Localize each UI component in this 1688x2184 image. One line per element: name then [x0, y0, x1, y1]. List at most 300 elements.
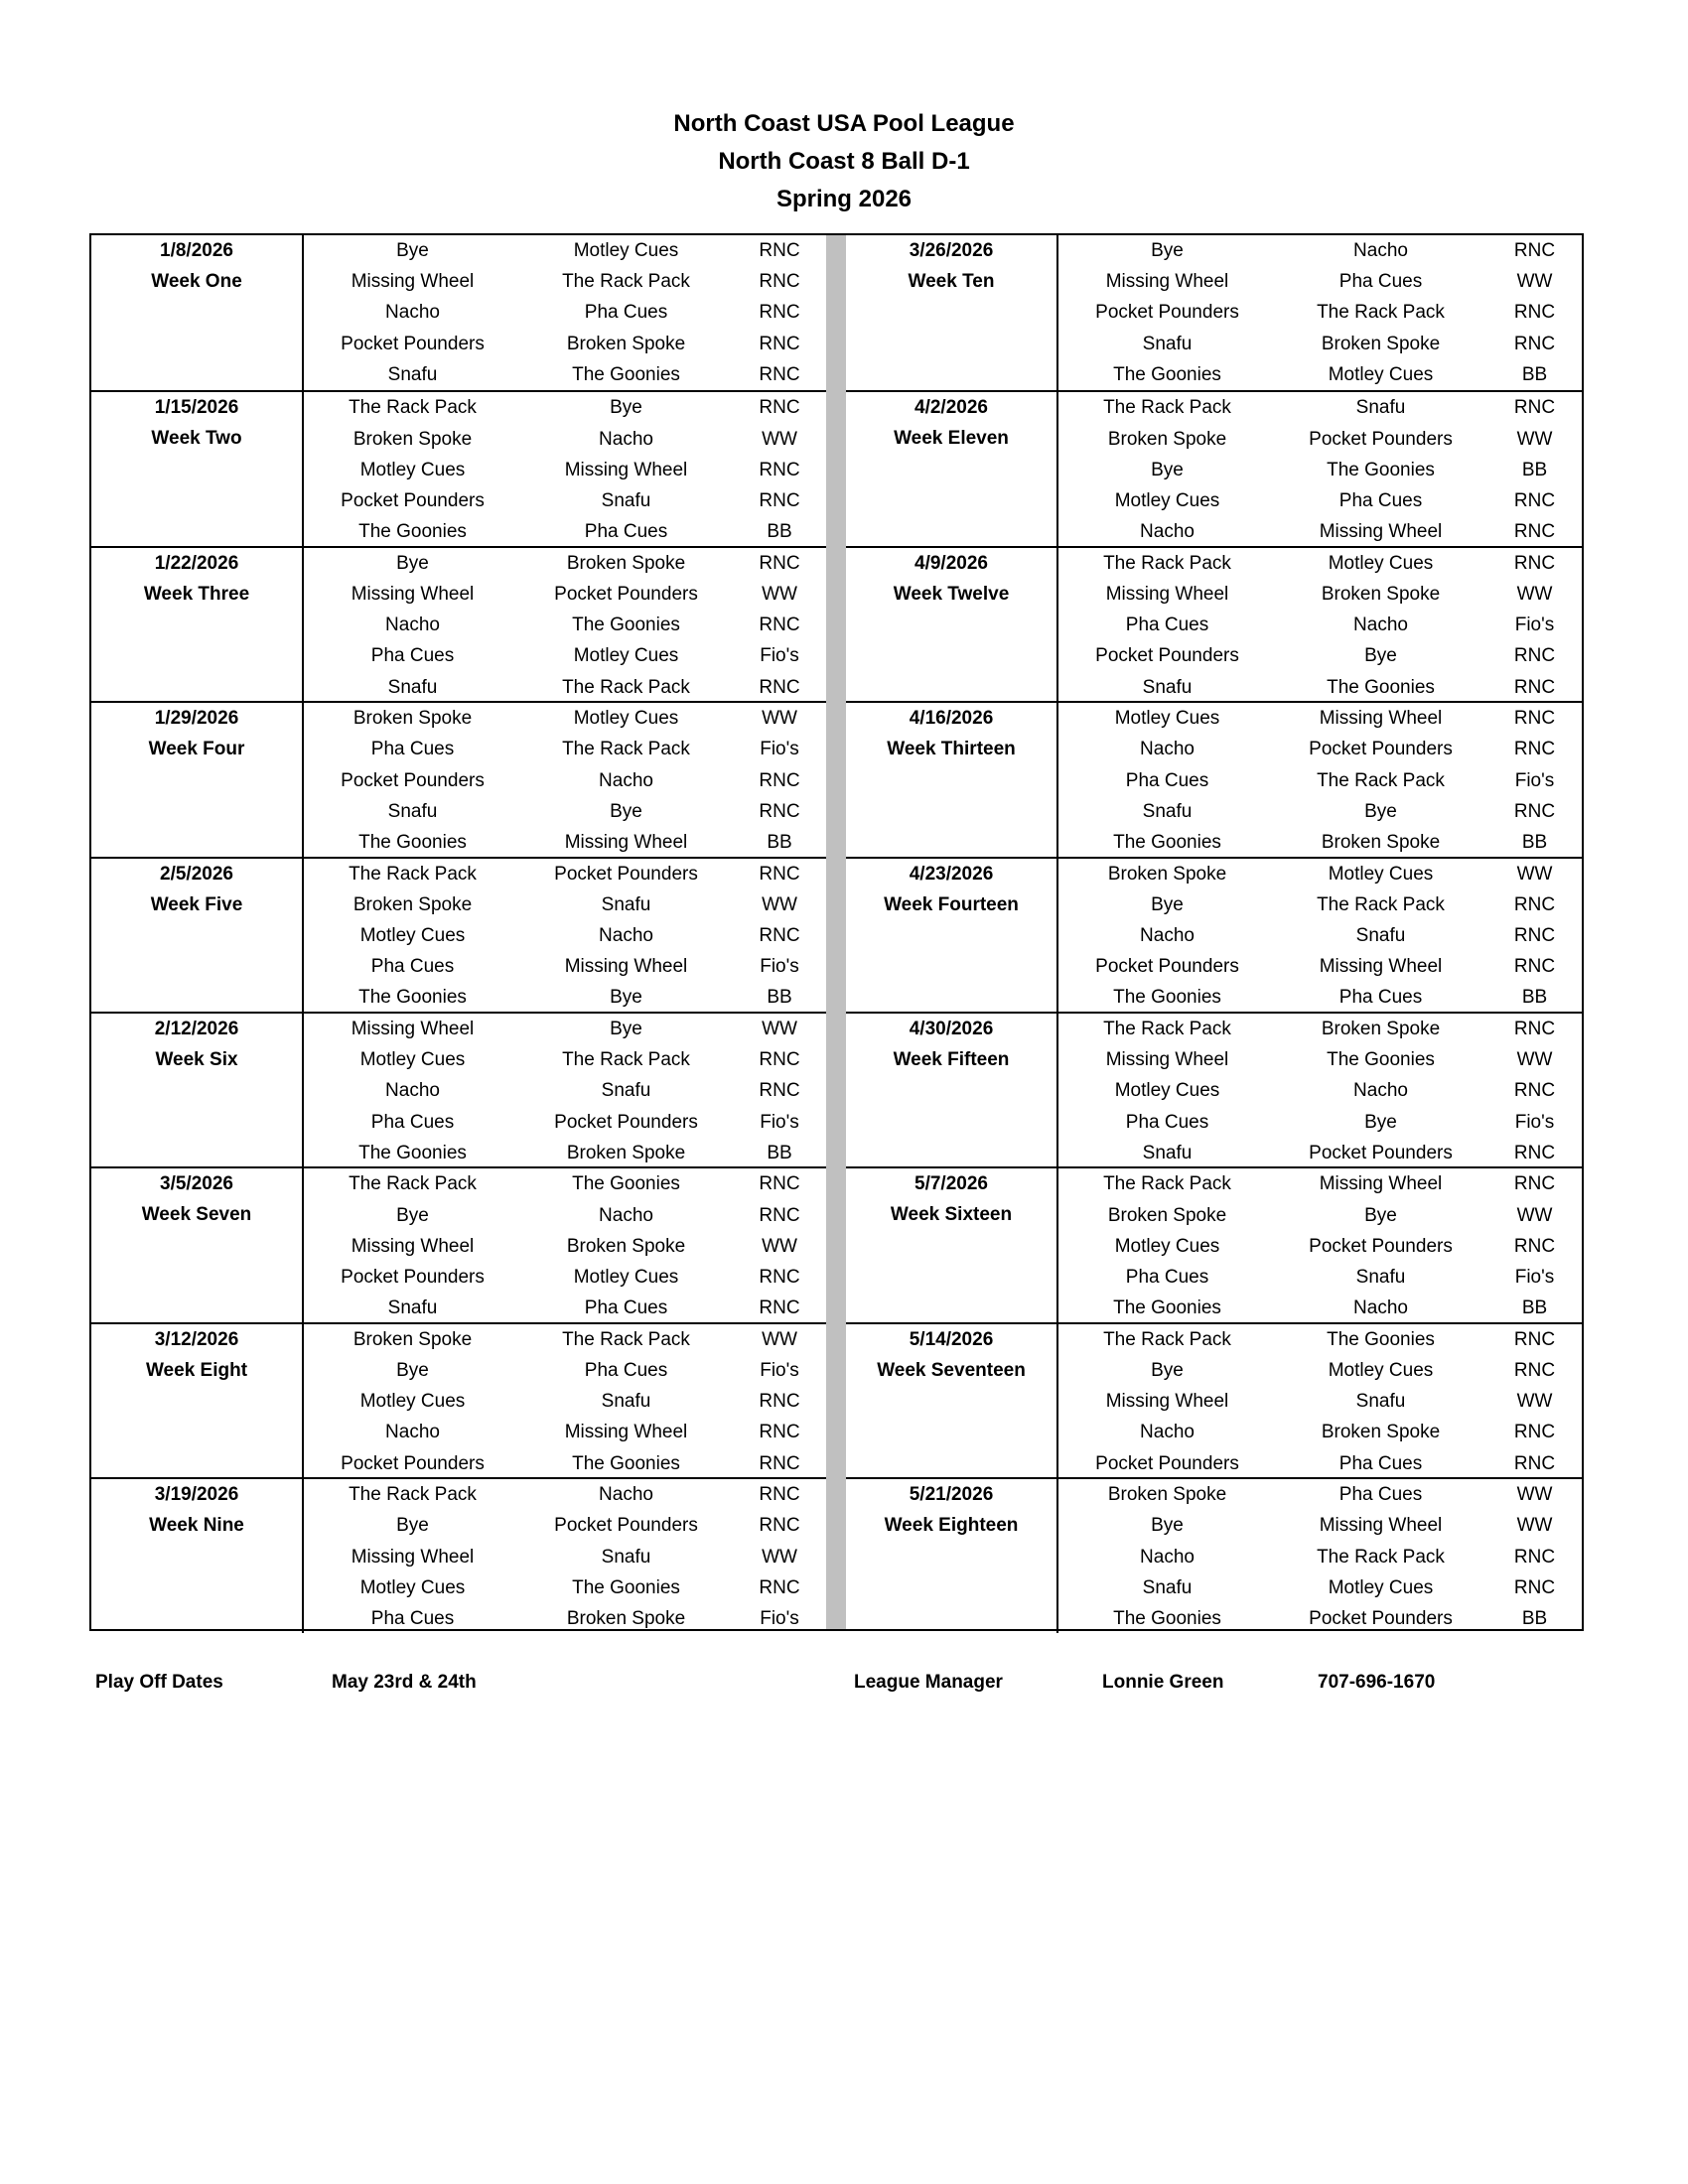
away-team: Broken Spoke — [566, 1607, 686, 1629]
week-block — [91, 701, 826, 856]
week-date-cell — [846, 1324, 1058, 1477]
home-team: Pocket Pounders — [341, 489, 485, 511]
week-games — [306, 1324, 826, 1479]
week-block — [91, 1012, 826, 1166]
manager-phone: 707-696-1670 — [1318, 1672, 1436, 1693]
away-team: Broken Spoke — [566, 552, 686, 574]
week-block — [846, 546, 1582, 701]
week-block — [91, 1477, 826, 1632]
week-date-cell — [91, 1479, 304, 1632]
home-team: Nacho — [1140, 1422, 1195, 1443]
home-team: Bye — [1151, 1515, 1184, 1537]
match-row — [1060, 1448, 1582, 1479]
away-team: Bye — [610, 987, 642, 1009]
week-games — [306, 548, 826, 703]
away-team: Nacho — [1353, 240, 1408, 261]
match-row — [306, 1324, 826, 1355]
away-team: Snafu — [1355, 1266, 1406, 1288]
week-label: Week Thirteen — [887, 739, 1016, 760]
away-team: Pocket Pounders — [554, 583, 698, 605]
week-label: Week Two — [151, 428, 242, 450]
venue: BB — [1521, 831, 1548, 853]
week-block — [846, 1322, 1582, 1477]
away-team: Pocket Pounders — [1309, 1142, 1453, 1163]
away-team: Broken Spoke — [1321, 1019, 1441, 1039]
match-row — [1060, 951, 1582, 982]
away-team: Pha Cues — [1338, 1452, 1423, 1474]
home-team: Pha Cues — [1125, 1266, 1209, 1288]
home-team: Broken Spoke — [1107, 863, 1227, 885]
home-team: Nacho — [1140, 739, 1195, 760]
week-games — [306, 1168, 826, 1323]
match-row — [1060, 1231, 1582, 1262]
away-team: Motley Cues — [1328, 363, 1434, 385]
home-team: Nacho — [1140, 521, 1195, 543]
week-label: Week Fifteen — [893, 1049, 1010, 1070]
week-date-cell — [846, 1168, 1058, 1321]
match-row — [306, 796, 826, 827]
away-team: The Rack Pack — [1317, 302, 1445, 324]
footer — [0, 1668, 1688, 1698]
venue: Fio's — [760, 956, 799, 978]
match-row — [1060, 297, 1582, 328]
away-team: Missing Wheel — [1319, 956, 1443, 978]
venue: WW — [762, 708, 797, 730]
venue: RNC — [1513, 800, 1556, 822]
home-team: Motley Cues — [359, 924, 466, 946]
away-team: Motley Cues — [1328, 1359, 1434, 1381]
away-team: Bye — [1364, 800, 1397, 822]
match-row — [1060, 266, 1582, 297]
venue: WW — [1516, 1391, 1553, 1413]
league-title: North Coast USA Pool League — [673, 110, 1015, 137]
match-row — [1060, 1075, 1582, 1106]
home-team: Snafu — [1142, 333, 1193, 354]
week-games — [1060, 1168, 1582, 1323]
away-team: Missing Wheel — [1319, 1173, 1443, 1195]
venue: WW — [762, 1019, 797, 1039]
home-team: Bye — [396, 240, 429, 261]
away-team: Pha Cues — [584, 302, 668, 324]
week-label: Week Eighteen — [884, 1515, 1019, 1537]
away-team: The Rack Pack — [1317, 1546, 1445, 1568]
home-team: The Goonies — [358, 987, 467, 1009]
week-label: Week Eleven — [894, 428, 1009, 450]
away-team: Bye — [1364, 1204, 1397, 1226]
venue: BB — [767, 831, 792, 853]
match-row — [306, 640, 826, 671]
venue: Fio's — [760, 645, 799, 667]
venue: RNC — [1513, 240, 1556, 261]
match-row — [306, 1293, 826, 1323]
venue: WW — [1516, 1049, 1553, 1071]
home-team: Missing Wheel — [351, 1546, 475, 1568]
match-row — [1060, 1293, 1582, 1323]
venue: RNC — [1513, 1080, 1556, 1102]
week-date-cell — [91, 235, 304, 390]
week-date-cell — [846, 1014, 1058, 1166]
match-row — [1060, 235, 1582, 266]
home-team: Pocket Pounders — [341, 333, 485, 354]
playoff-dates: May 23rd & 24th — [332, 1672, 477, 1693]
venue: WW — [762, 428, 797, 450]
home-team: Nacho — [1140, 924, 1195, 946]
venue: RNC — [759, 459, 800, 480]
venue: BB — [1521, 1297, 1548, 1319]
match-row — [1060, 982, 1582, 1013]
week-date-cell — [91, 548, 304, 701]
away-team: Pocket Pounders — [1309, 1235, 1453, 1257]
column-divider — [826, 235, 846, 1629]
home-team: Nacho — [385, 1422, 440, 1443]
match-row — [306, 1044, 826, 1075]
week-games — [1060, 859, 1582, 1014]
away-team: Nacho — [1353, 1297, 1408, 1319]
home-team: The Goonies — [358, 521, 467, 543]
home-team: Bye — [1151, 1359, 1184, 1381]
home-team: Missing Wheel — [351, 1235, 475, 1257]
away-team: The Rack Pack — [562, 1049, 690, 1071]
away-team: Motley Cues — [573, 645, 679, 667]
week-block — [91, 390, 826, 545]
home-team: Snafu — [387, 800, 438, 822]
match-row — [1060, 796, 1582, 827]
venue: BB — [1521, 459, 1548, 480]
week-label: Week Sixteen — [890, 1204, 1013, 1226]
week-label: Week Seventeen — [877, 1359, 1026, 1381]
week-games — [306, 859, 826, 1014]
week-label: Week Seven — [141, 1204, 252, 1226]
away-team: The Rack Pack — [562, 739, 690, 760]
match-row — [306, 859, 826, 889]
week-block — [846, 1477, 1582, 1632]
home-team: Motley Cues — [359, 1391, 466, 1413]
venue: RNC — [1513, 397, 1556, 419]
venue: RNC — [1513, 1359, 1556, 1381]
away-team: Snafu — [1355, 1391, 1406, 1413]
home-team: Missing Wheel — [1105, 271, 1229, 293]
venue: BB — [1521, 363, 1548, 385]
week-block — [846, 701, 1582, 856]
week-date: 1/22/2026 — [154, 552, 239, 574]
venue: RNC — [1513, 489, 1556, 511]
match-row — [306, 1355, 826, 1386]
venue: Fio's — [760, 1111, 799, 1133]
schedule-left-half — [91, 235, 826, 1629]
home-team: The Rack Pack — [349, 397, 477, 419]
away-team: Motley Cues — [1328, 1576, 1434, 1598]
venue: RNC — [759, 1422, 800, 1443]
venue: BB — [767, 1142, 792, 1163]
week-label: Week Three — [143, 583, 250, 605]
week-date-cell — [91, 1168, 304, 1321]
home-team: Motley Cues — [1114, 708, 1220, 730]
venue: RNC — [1513, 521, 1556, 543]
match-row — [306, 1572, 826, 1603]
match-row — [306, 1107, 826, 1138]
venue: RNC — [1513, 645, 1556, 667]
venue: WW — [762, 583, 797, 605]
week-date-cell — [846, 392, 1058, 545]
week-date-cell — [846, 859, 1058, 1012]
match-row — [1060, 392, 1582, 423]
away-team: Snafu — [601, 1546, 651, 1568]
week-date: 1/8/2026 — [160, 240, 233, 261]
away-team: Snafu — [601, 489, 651, 511]
week-date: 5/14/2026 — [909, 1328, 994, 1350]
match-row — [306, 1448, 826, 1479]
home-team: Broken Spoke — [1107, 1484, 1227, 1506]
venue: BB — [767, 987, 792, 1009]
week-games — [306, 392, 826, 547]
venue: RNC — [759, 769, 800, 791]
home-team: Motley Cues — [359, 459, 466, 480]
match-row — [1060, 610, 1582, 640]
venue: WW — [762, 1235, 797, 1257]
match-row — [306, 1386, 826, 1417]
match-row — [306, 548, 826, 579]
week-date-cell — [91, 1324, 304, 1477]
home-team: The Rack Pack — [1103, 1173, 1231, 1195]
match-row — [306, 1262, 826, 1293]
match-row — [306, 359, 826, 390]
week-date: 2/12/2026 — [154, 1019, 239, 1039]
week-label: Week Nine — [149, 1515, 244, 1537]
venue: RNC — [1513, 1019, 1556, 1039]
match-row — [306, 1200, 826, 1231]
venue: WW — [762, 893, 797, 915]
match-row — [306, 266, 826, 297]
week-label: Week Five — [150, 893, 243, 915]
home-team: Snafu — [1142, 676, 1193, 698]
home-team: Snafu — [1142, 1142, 1193, 1163]
away-team: Broken Spoke — [566, 333, 686, 354]
home-team: The Rack Pack — [1103, 552, 1231, 574]
venue: RNC — [759, 800, 800, 822]
away-team: Pha Cues — [1338, 271, 1423, 293]
week-games — [1060, 1014, 1582, 1168]
home-team: The Rack Pack — [1103, 1019, 1231, 1039]
home-team: Missing Wheel — [1105, 1049, 1229, 1071]
home-team: Broken Spoke — [352, 1328, 473, 1350]
schedule-table — [89, 233, 1584, 1631]
venue: RNC — [1513, 924, 1556, 946]
away-team: Bye — [610, 800, 642, 822]
match-row — [1060, 1386, 1582, 1417]
away-team: Bye — [1364, 1111, 1397, 1133]
home-team: The Rack Pack — [349, 1484, 477, 1506]
away-team: Snafu — [601, 893, 651, 915]
week-date-cell — [846, 548, 1058, 701]
match-row — [306, 920, 826, 951]
away-team: Nacho — [599, 1484, 653, 1506]
match-row — [1060, 734, 1582, 764]
home-team: Bye — [1151, 240, 1184, 261]
away-team: Missing Wheel — [1319, 708, 1443, 730]
away-team: Pha Cues — [1338, 489, 1423, 511]
away-team: Motley Cues — [1328, 863, 1434, 885]
match-row — [1060, 1542, 1582, 1572]
home-team: Pha Cues — [370, 1607, 455, 1629]
match-row — [306, 672, 826, 703]
venue: RNC — [759, 302, 800, 324]
home-team: Pocket Pounders — [1095, 645, 1239, 667]
venue: RNC — [759, 1452, 800, 1474]
home-team: The Goonies — [358, 1142, 467, 1163]
venue: RNC — [759, 397, 800, 419]
home-team: Pocket Pounders — [341, 769, 485, 791]
match-row — [306, 1417, 826, 1447]
week-date: 2/5/2026 — [160, 863, 233, 885]
week-date: 3/26/2026 — [909, 240, 994, 261]
match-row — [306, 455, 826, 485]
manager-name: Lonnie Green — [1102, 1672, 1224, 1693]
week-label: Week Twelve — [893, 583, 1010, 605]
match-row — [1060, 1603, 1582, 1634]
home-team: Broken Spoke — [1107, 428, 1227, 450]
away-team: Snafu — [601, 1080, 651, 1102]
venue: RNC — [759, 1515, 800, 1537]
away-team: The Rack Pack — [562, 676, 690, 698]
match-row — [306, 579, 826, 610]
venue: RNC — [759, 1049, 800, 1071]
away-team: Broken Spoke — [566, 1142, 686, 1163]
venue: WW — [1516, 583, 1553, 605]
venue: Fio's — [1514, 614, 1555, 636]
venue: Fio's — [760, 739, 799, 760]
home-team: The Rack Pack — [1103, 397, 1231, 419]
venue: RNC — [759, 1297, 800, 1319]
away-team: Broken Spoke — [1321, 333, 1441, 354]
home-team: Pha Cues — [370, 1111, 455, 1133]
match-row — [1060, 1479, 1582, 1510]
match-row — [306, 516, 826, 547]
match-row — [306, 1603, 826, 1634]
match-row — [306, 982, 826, 1013]
week-date: 1/15/2026 — [154, 397, 239, 419]
match-row — [306, 297, 826, 328]
venue: WW — [1516, 1204, 1553, 1226]
home-team: The Goonies — [358, 831, 467, 853]
venue: RNC — [1513, 893, 1556, 915]
home-team: The Goonies — [1113, 1297, 1221, 1319]
venue: Fio's — [1514, 769, 1555, 791]
venue: Fio's — [1514, 1266, 1555, 1288]
home-team: Broken Spoke — [352, 708, 473, 730]
venue: RNC — [759, 1173, 800, 1195]
week-block — [91, 546, 826, 701]
week-block — [846, 1012, 1582, 1166]
match-row — [306, 1542, 826, 1572]
home-team: The Rack Pack — [349, 863, 477, 885]
away-team: The Goonies — [572, 614, 680, 636]
week-date-cell — [846, 703, 1058, 856]
venue: RNC — [1513, 552, 1556, 574]
venue: RNC — [1513, 1546, 1556, 1568]
match-row — [1060, 548, 1582, 579]
venue: WW — [762, 1328, 797, 1350]
match-row — [1060, 516, 1582, 547]
away-team: Motley Cues — [573, 1266, 679, 1288]
away-team: The Goonies — [1327, 1049, 1435, 1071]
home-team: Nacho — [385, 302, 440, 324]
venue: RNC — [759, 924, 800, 946]
away-team: Broken Spoke — [566, 1235, 686, 1257]
venue: RNC — [1513, 739, 1556, 760]
venue: RNC — [1513, 1422, 1556, 1443]
match-row — [1060, 329, 1582, 359]
match-row — [306, 329, 826, 359]
venue: RNC — [1513, 1235, 1556, 1257]
week-date-cell — [91, 392, 304, 545]
home-team: Bye — [396, 1204, 429, 1226]
match-row — [1060, 1014, 1582, 1044]
match-row — [1060, 1168, 1582, 1199]
home-team: Pocket Pounders — [1095, 1452, 1239, 1474]
away-team: Broken Spoke — [1321, 1422, 1441, 1443]
week-block — [91, 1322, 826, 1477]
playoff-label: Play Off Dates — [95, 1672, 223, 1693]
home-team: Motley Cues — [359, 1049, 466, 1071]
venue: RNC — [759, 676, 800, 698]
venue: RNC — [1513, 1576, 1556, 1598]
week-date: 4/9/2026 — [914, 552, 988, 574]
home-team: Bye — [396, 552, 429, 574]
match-row — [306, 610, 826, 640]
week-games — [306, 1479, 826, 1634]
venue: RNC — [759, 552, 800, 574]
home-team: Nacho — [385, 614, 440, 636]
home-team: The Goonies — [1113, 1607, 1221, 1629]
match-row — [1060, 827, 1582, 858]
match-row — [1060, 455, 1582, 485]
venue: RNC — [759, 863, 800, 885]
match-row — [1060, 889, 1582, 920]
week-games — [306, 235, 826, 390]
home-team: The Rack Pack — [349, 1173, 477, 1195]
away-team: Pha Cues — [584, 521, 668, 543]
away-team: The Goonies — [572, 1452, 680, 1474]
away-team: Missing Wheel — [1319, 521, 1443, 543]
home-team: Pha Cues — [1125, 614, 1209, 636]
match-row — [306, 1510, 826, 1541]
venue: WW — [1516, 271, 1553, 293]
away-team: Motley Cues — [573, 708, 679, 730]
week-date: 4/2/2026 — [914, 397, 988, 419]
away-team: The Rack Pack — [1317, 893, 1445, 915]
away-team: Nacho — [599, 769, 653, 791]
match-row — [306, 235, 826, 266]
week-block — [91, 1166, 826, 1321]
away-team: Missing Wheel — [564, 831, 688, 853]
match-row — [306, 392, 826, 423]
venue: BB — [1521, 1607, 1548, 1629]
home-team: Pha Cues — [1125, 1111, 1209, 1133]
away-team: Pocket Pounders — [1309, 739, 1453, 760]
week-date: 4/23/2026 — [909, 863, 994, 885]
away-team: Nacho — [1353, 614, 1408, 636]
away-team: Motley Cues — [573, 240, 679, 261]
week-block — [846, 1166, 1582, 1321]
venue: WW — [1516, 1484, 1553, 1506]
venue: WW — [1516, 1515, 1553, 1537]
away-team: The Rack Pack — [1317, 769, 1445, 791]
home-team: The Goonies — [1113, 987, 1221, 1009]
match-row — [1060, 1262, 1582, 1293]
venue: WW — [1516, 428, 1553, 450]
match-row — [1060, 1324, 1582, 1355]
match-row — [1060, 1510, 1582, 1541]
